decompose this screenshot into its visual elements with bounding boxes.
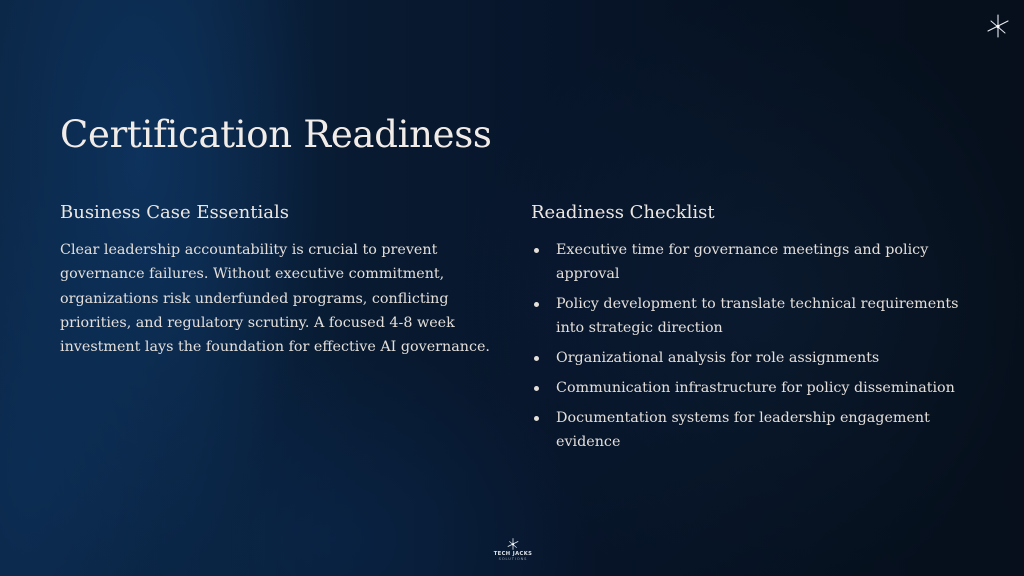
business-case-paragraph: Clear leadership accountability is crucial to prevent governance failures. Without executive commitment, organizations risk underfunded programs, conflicting priorities, and regulatory scrutiny. A focused 4-8 week investment lays the foundation for effective AI governance. <box>60 242 490 356</box>
bullet-icon <box>534 386 539 391</box>
business-case-heading: Business Case Essentials <box>60 202 289 223</box>
readiness-checklist-heading: Readiness Checklist <box>531 202 715 223</box>
checklist-item-text: Communication infrastructure for policy dissemination <box>556 380 955 396</box>
footer-brand-name: TECH JACKS <box>493 551 533 557</box>
star-burst-icon <box>986 14 1010 38</box>
bullet-icon <box>534 356 539 361</box>
star-burst-icon <box>507 538 519 550</box>
checklist-item <box>531 346 981 370</box>
checklist-item <box>531 238 981 286</box>
checklist-item-text: Executive time for governance meetings and policy approval <box>556 242 929 282</box>
bullet-icon <box>534 416 539 421</box>
footer-logo <box>486 538 540 564</box>
bullet-icon <box>534 248 539 253</box>
checklist-item-text: Organizational analysis for role assignments <box>556 350 880 366</box>
checklist-item-text: Documentation systems for leadership engagement evidence <box>556 410 930 450</box>
checklist-item <box>531 292 981 340</box>
business-case-section <box>60 200 505 359</box>
readiness-checklist-section <box>531 200 981 460</box>
slide-title: Certification Readiness <box>60 113 492 156</box>
checklist-item-text: Policy development to translate technical requirements into strategic direction <box>556 296 959 336</box>
bullet-icon <box>534 302 539 307</box>
checklist-item <box>531 376 981 400</box>
readiness-checklist <box>531 238 981 454</box>
footer-brand-tagline: SOLUTIONS <box>498 557 528 561</box>
checklist-item <box>531 406 981 454</box>
